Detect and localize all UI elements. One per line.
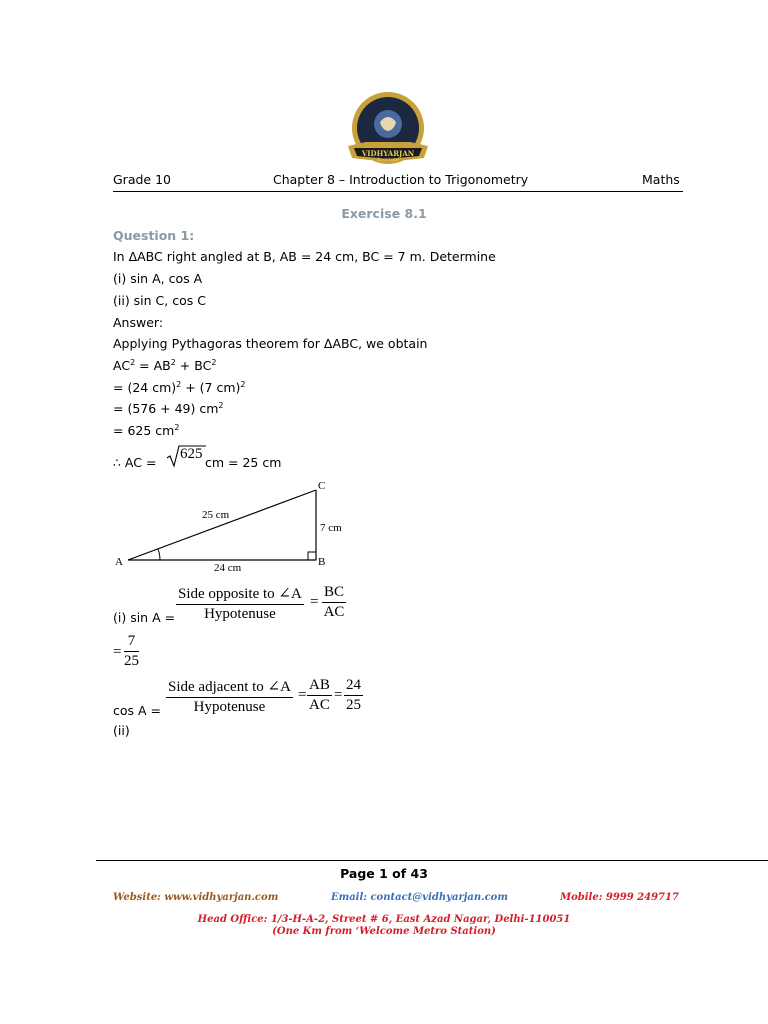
sin-a-fraction-2: $\frac{BC}{AC}$ — [323, 584, 345, 620]
header-chapter: Chapter 8 – Introduction to Trigonometry — [273, 172, 529, 187]
question-label: Question 1: — [113, 228, 195, 243]
equation-line-2: = (24 cm)$^2$ + (7 cm)$^2$ — [113, 380, 246, 395]
page-number: Page 1 of 43 — [340, 866, 428, 881]
cos-a-equals-1: = — [298, 687, 307, 703]
footer-divider — [96, 860, 768, 861]
sin-a-fraction-1: Side opposite to ∠A Hypotenuse — [178, 586, 302, 622]
cos-a-fraction-1: Side adjacent to ∠A Hypotenuse — [168, 679, 291, 715]
equation-line-4: = 625 $cm^2$ — [113, 423, 180, 438]
vertex-label-b: B — [318, 556, 326, 568]
sin-a-result-equals: = — [113, 644, 122, 660]
cos-a-fraction-3: $\frac{24}{25}$ — [346, 677, 361, 713]
question-part-i: (i) sin A, cos A — [113, 271, 203, 286]
question-part-ii: (ii) sin C, cos C — [113, 293, 206, 308]
exercise-title: Exercise 8.1 — [341, 206, 427, 221]
mobile-number: Mobile: 9999 249717 — [560, 892, 679, 903]
sin-a-label: (i) sin A = — [113, 610, 176, 625]
vertex-label-a: A — [115, 556, 123, 568]
website-link[interactable]: Website: www.vidhyarjan.com — [113, 892, 279, 903]
cos-a-equals-2: = — [334, 687, 343, 703]
email-link[interactable]: Email: contact@vidhyarjan.com — [331, 892, 508, 903]
vertex-label-c: C — [318, 480, 326, 492]
cos-a-fraction-2: $\frac{AB}{AC}$ — [309, 677, 330, 713]
ac-result-prefix: ∴ AC = — [113, 455, 157, 470]
cos-a-label: cos A = — [113, 703, 162, 718]
office-landmark: (One Km from ‘Welcome Metro Station) — [272, 926, 496, 937]
sin-a-equals-1: = — [310, 594, 319, 610]
base-label: 24 cm — [214, 562, 242, 574]
institute-logo — [340, 88, 436, 174]
equation-line-1: $AC^2 = AB^2 + BC^2$ — [113, 358, 217, 373]
hypotenuse-label: 25 cm — [202, 509, 230, 521]
pythagoras-text: Applying Pythagoras theorem for ΔABC, we obtain — [113, 336, 428, 351]
header-divider — [113, 191, 683, 192]
part-ii-answer: (ii) — [113, 723, 130, 738]
header-grade: Grade 10 — [113, 172, 171, 187]
logo-subtext: Institute — [377, 157, 399, 163]
equation-line-3: = (576 + 49) $cm^2$ — [113, 401, 224, 416]
sin-a-result-fraction: $\frac{7}{25}$ — [124, 633, 139, 669]
logo-text: VIDHYARJAN — [361, 149, 415, 158]
side-label: 7 cm — [320, 522, 342, 534]
head-office-address: Head Office: 1/3-H-A-2, Street # 6, East Azad Nagar, Delhi-110051 — [197, 914, 571, 925]
sqrt-radicand: 625 — [180, 446, 203, 462]
triangle-diagram — [110, 478, 360, 578]
answer-label: Answer: — [113, 315, 164, 330]
header-subject: Maths — [642, 172, 680, 187]
question-text: In ΔABC right angled at B, AB = 24 cm, BC = 7 m. Determine — [113, 249, 496, 264]
ac-result-suffix: cm = 25 cm — [205, 455, 282, 470]
